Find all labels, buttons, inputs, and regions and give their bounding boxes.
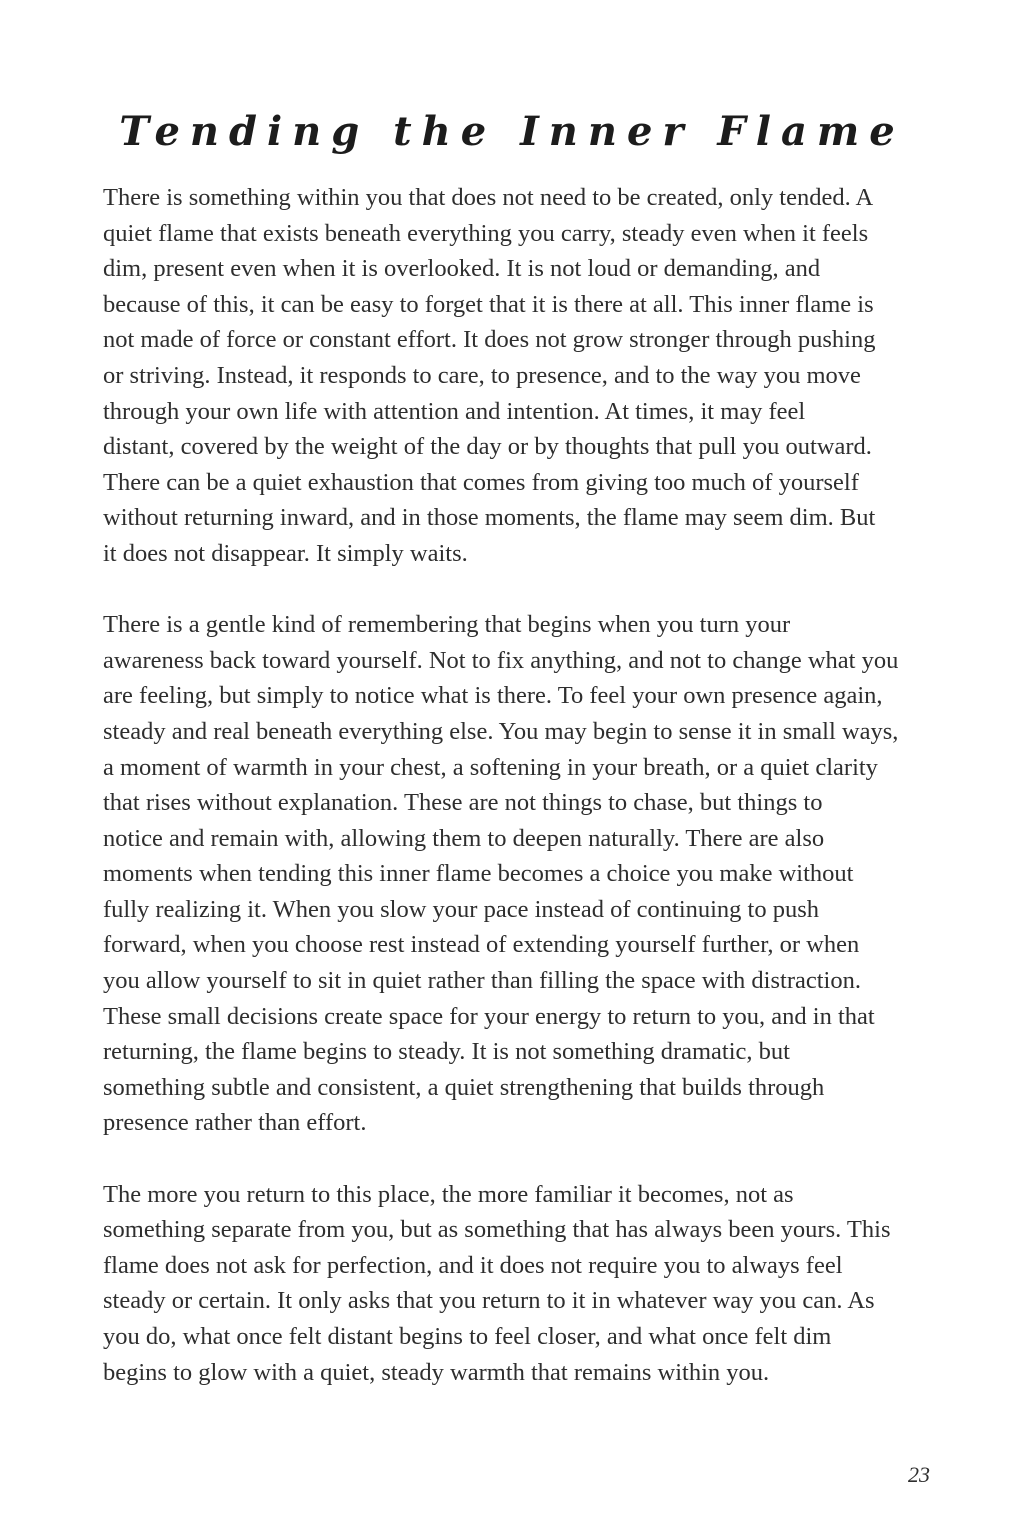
text-line: dim, present even when it is overlooked. It is not loud or demanding, and xyxy=(103,255,821,283)
text-line: flame does not ask for perfection, and it does not require you to always feel xyxy=(103,1251,843,1279)
text-line: forward, when you choose rest instead of extending yourself further, or when xyxy=(103,931,860,959)
text-line: The more you return to this place, the more familiar it becomes, not as xyxy=(103,1180,794,1208)
text-line: There is a gentle kind of remembering that begins when you turn your xyxy=(103,611,791,639)
text-line: fully realizing it. When you slow your pace instead of continuing to push xyxy=(103,895,820,923)
text-line: not made of force or constant effort. It does not grow stronger through pushing xyxy=(103,326,876,354)
text-line: presence rather than effort. xyxy=(103,1109,367,1137)
text-line: through your own life with attention and intention. At times, it may feel xyxy=(103,397,806,425)
text-line: something separate from you, but as something that has always been yours. This xyxy=(103,1216,891,1244)
body-text xyxy=(103,180,933,1426)
text-line: distant, covered by the weight of the day or by thoughts that pull you outward. xyxy=(103,433,872,461)
text-line: returning, the flame begins to steady. It is not something dramatic, but xyxy=(103,1038,790,1066)
text-line: you allow yourself to sit in quiet rather than filling the space with distraction. xyxy=(103,967,861,995)
text-line: steady or certain. It only asks that you return to it in whatever way you can. As xyxy=(103,1287,875,1315)
text-line: because of this, it can be easy to forget that it is there at all. This inner flame is xyxy=(103,290,874,318)
paragraph-2 xyxy=(103,607,933,1141)
text-line: begins to glow with a quiet, steady warmth that remains within you. xyxy=(103,1358,770,1386)
text-line: notice and remain with, allowing them to deepen naturally. There are also xyxy=(103,824,825,852)
paragraph-3 xyxy=(103,1177,933,1391)
page-title: Tending the Inner Flame xyxy=(119,108,905,155)
text-line: steady and real beneath everything else. You may begin to sense it in small ways, xyxy=(103,717,899,745)
text-line: moments when tending this inner flame becomes a choice you make without xyxy=(103,860,854,888)
text-line: are feeling, but simply to notice what is there. To feel your own presence again, xyxy=(103,682,883,710)
text-line: it does not disappear. It simply waits. xyxy=(103,539,468,567)
text-line: that rises without explanation. These are not things to chase, but things to xyxy=(103,789,823,817)
text-line: quiet flame that exists beneath everything you carry, steady even when it feels xyxy=(103,219,869,247)
text-line: There can be a quiet exhaustion that comes from giving too much of yourself xyxy=(103,468,859,496)
text-line: you do, what once felt distant begins to feel closer, and what once felt dim xyxy=(103,1323,832,1350)
page-number: 23 xyxy=(908,1462,930,1487)
text-line: These small decisions create space for your energy to return to you, and in that xyxy=(103,1002,875,1030)
text-line: without returning inward, and in those moments, the flame may seem dim. But xyxy=(103,504,876,532)
text-line: something subtle and consistent, a quiet strengthening that builds through xyxy=(103,1073,825,1101)
text-line: awareness back toward yourself. Not to fix anything, and not to change what you xyxy=(103,646,899,674)
text-line: There is something within you that does not need to be created, only tended. A xyxy=(103,184,874,211)
text-line: a moment of warmth in your chest, a softening in your breath, or a quiet clarity xyxy=(103,753,878,781)
text-line: or striving. Instead, it responds to care, to presence, and to the way you move xyxy=(103,361,861,389)
paragraph-1 xyxy=(103,180,933,572)
